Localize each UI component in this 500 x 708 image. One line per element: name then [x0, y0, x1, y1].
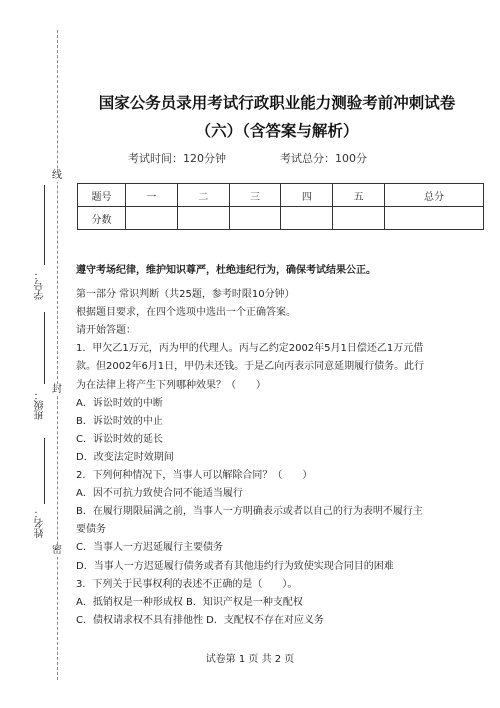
name-label: 姓名： [35, 508, 46, 538]
score-entry-cell[interactable] [177, 207, 229, 230]
question-3-options-cd: C．债权请求权不具有排他性 D．支配权不存在对应义务 [76, 614, 324, 626]
student-id-label: 学号： [35, 270, 46, 300]
score-table-cell: 四 [281, 184, 333, 207]
question-1-option-c: C．诉讼时效的延长 [76, 433, 163, 445]
page-footer: 试卷第 1 页 共 2 页 [205, 654, 295, 665]
question-2-option-b-line2: 要债务 [76, 524, 106, 536]
binding-char-xian: 线 [52, 170, 62, 181]
score-table [77, 183, 484, 230]
student-id-line [44, 185, 45, 265]
score-table-header-row [78, 184, 484, 207]
question-3: 3．下列关于民事权利的表述不正确的是（ ）。 [76, 578, 298, 590]
score-entry-cell[interactable] [229, 207, 281, 230]
question-1-line2: 款。但2002年6月1日，甲仍未还钱。于是乙向丙表示同意延期履行债务。此行 [76, 361, 425, 373]
question-3-options-ab: A．抵销权是一种形成权 B．知识产权是一种支配权 [76, 596, 303, 608]
start-text: 请开始答题： [76, 325, 136, 337]
question-2-option-c: C．当事人一方迟延履行主要债务 [76, 542, 223, 554]
score-table-cell: 题号 [78, 184, 126, 207]
exam-notice: 遵守考场纪律，维护知识尊严，杜绝违纪行为，确保考试结果公正。 [76, 265, 376, 276]
exam-title-line1: 国家公务员录用考试行政职业能力测验考前冲刺试卷 [98, 94, 456, 112]
instruction-text: 根据题目要求，在四个选项中选出一个正确答案。 [76, 307, 296, 319]
score-table-cell: 一 [126, 184, 178, 207]
question-2-option-a: A．因不可抗力致使合同不能适当履行 [76, 488, 243, 500]
score-entry-cell[interactable] [281, 207, 333, 230]
score-table-cell: 五 [333, 184, 385, 207]
score-entry-cell[interactable] [126, 207, 178, 230]
name-line [44, 438, 45, 504]
section-heading: 第一部分 常识判断（共25题，参考时限10分钟） [76, 289, 295, 301]
binding-char-mi: 密 [52, 545, 62, 556]
score-entry-cell[interactable] [385, 207, 484, 230]
class-line [44, 312, 45, 384]
score-table-cell: 二 [177, 184, 229, 207]
binding-dashed-line [57, 30, 58, 680]
question-1-option-b: B．诉讼时效的中止 [76, 415, 163, 427]
binding-char-feng: 封 [52, 384, 62, 395]
question-1-line3: 为在法律上将产生下列哪种效果？（ ） [76, 379, 266, 391]
class-label: 班级： [35, 390, 46, 420]
question-1-line1: 1．甲欠乙1万元，丙为甲的代理人。丙与乙约定2002年5月1日偿还乙1万元借 [76, 343, 424, 355]
score-entry-cell[interactable] [333, 207, 385, 230]
score-label-cell: 分数 [78, 207, 126, 230]
exam-time: 考试时间：120分钟 [128, 152, 226, 165]
score-table-cell: 三 [229, 184, 281, 207]
score-table-score-row [78, 207, 484, 230]
exam-title-line2: （六）（含答案与解析） [195, 122, 359, 140]
question-2-option-b-line1: B．在履行期限届满之前，当事人一方明确表示或者以自己的行为表明不履行主 [76, 506, 423, 518]
score-table-cell: 总分 [385, 184, 484, 207]
question-2: 2．下列何种情况下，当事人可以解除合同？（ ） [76, 470, 313, 482]
exam-body [76, 262, 494, 630]
question-1-option-a: A．诉讼时效的中断 [76, 397, 163, 409]
question-2-option-d: D．当事人一方迟延履行债务或者有其他违约行为致使实现合同目的困难 [76, 560, 394, 572]
question-1-option-d: D．改变法定时效期间 [76, 451, 174, 463]
exam-total-score: 考试总分：100分 [280, 152, 367, 165]
